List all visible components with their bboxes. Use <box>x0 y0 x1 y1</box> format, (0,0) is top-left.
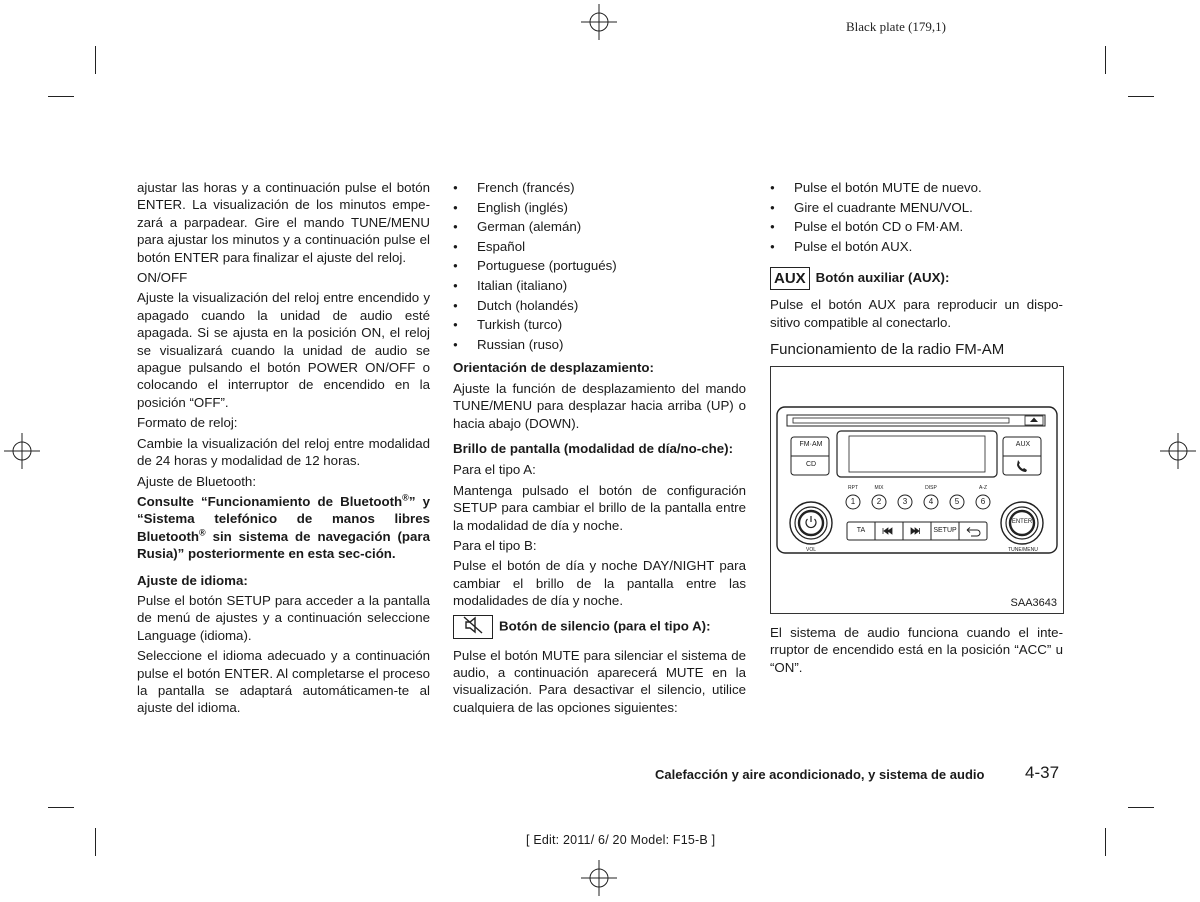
subheading: ON/OFF <box>137 270 188 286</box>
paragraph: Ajuste la función de desplazamiento del mando TUNE/MENU para desplazar hacia arriba (UP) o hacia abajo (DOWN). <box>453 380 746 431</box>
paragraph: Pulse el botón MUTE para silenciar el sistema de audio, a continuación aparecerá MUTE en la visualización. Para desactivar el silencio, utilice cualquiera de las opciones siguientes: <box>453 647 746 715</box>
paragraph: Pulse el botón de día y noche DAY/NIGHT para cambiar el brillo de la pantalla entre las modalidades de día y noche. <box>453 558 746 609</box>
aux-heading: Botón auxiliar (AUX): <box>815 270 950 286</box>
tune-menu-label: TUNE/MENU <box>1008 547 1038 553</box>
ta-label: TA <box>856 527 866 534</box>
disp-label: DISP <box>925 485 937 491</box>
list-item: ● Dutch (holandés) <box>453 297 746 317</box>
crop-mark <box>48 807 74 808</box>
radio-figure <box>770 366 1064 614</box>
crop-mark <box>1128 96 1154 97</box>
crop-mark <box>1128 807 1154 808</box>
list-item: ● Turkish (turco) <box>453 316 746 336</box>
column-middle <box>453 179 746 719</box>
preset-label: 1 <box>850 497 856 506</box>
bluetooth-ref-text: Consulte “Funcionamiento de Bluetooth <box>137 493 403 509</box>
registration-mark-left <box>4 433 40 469</box>
crop-mark <box>1105 46 1106 74</box>
paragraph: El sistema de audio funciona cuando el inte-rruptor de encendido está en la posición “ACC” u “ON”. <box>770 625 1063 675</box>
list-item: ● Russian (ruso) <box>453 336 746 356</box>
section-heading: Brillo de pantalla (modalidad de día/no-che): <box>453 440 734 456</box>
preset-label: 3 <box>902 497 908 506</box>
list-item: ● Pulse el botón AUX. <box>770 238 1063 258</box>
crop-mark <box>1105 828 1106 856</box>
aux-icon: AUX <box>770 267 810 290</box>
section-heading <box>770 267 1063 290</box>
paragraph: Seleccione el idioma adecuado y a continuación pulse el botón ENTER. Al completarse el proceso la pantalla se adaptará automáticamen-te al ajuste del idioma. <box>137 648 430 716</box>
figure-code: SAA3643 <box>1010 597 1057 609</box>
radio-paragraph <box>770 624 1063 679</box>
bluetooth-reference <box>137 493 430 563</box>
crop-mark <box>48 96 74 97</box>
rpt-label: RPT <box>848 485 858 491</box>
mix-label: MIX <box>874 485 884 491</box>
section-heading: Orientación de desplazamiento: <box>453 360 654 376</box>
list-item: ● Gire el cuadrante MENU/VOL. <box>770 199 1063 219</box>
vol-label: VOL <box>805 547 816 553</box>
paragraph: Ajuste la visualización del reloj entre encendido y apagado cuando la unidad de audio esté apagada. Si se ajusta en la posición ON, el reloj se visualizará cuando la unidad de audio se apague pulsando el botón POWER ON/OFF o colocando el interruptor de encendido en la posición “OFF”. <box>137 290 430 410</box>
unmute-options <box>770 179 1063 257</box>
fm-am-label: FM·AM <box>799 441 823 448</box>
bluetooth-ref-text: sin sistema de navegación (para Rusia)” posteriormente en esta sec-ción. <box>137 528 430 562</box>
bluetooth-ref-text: ” y “Sistema telefónico de manos libres Bluetooth <box>137 493 430 544</box>
registration-mark-right <box>1160 433 1196 469</box>
paragraph: ajustar las horas y a continuación pulse el botón ENTER. La visualización de los minutos empe-zará a parpadear. Gire el mando TUNE/MENU para ajustar los minutos y a continuación pulse el botón ENTER para finalizar el ajuste del reloj. <box>137 180 430 265</box>
subheading: Para el tipo A: <box>453 462 536 478</box>
registration-mark-top <box>581 4 617 40</box>
column-right <box>770 179 1063 359</box>
section-title: Funcionamiento de la radio FM-AM <box>770 341 1005 359</box>
list-item: ● Italian (italiano) <box>453 277 746 297</box>
audio-unit-diagram <box>771 367 1063 613</box>
az-label: A-Z <box>978 485 988 491</box>
language-list <box>453 179 746 355</box>
list-item: ● Portuguese (portugués) <box>453 257 746 277</box>
aux-label: AUX <box>1015 441 1031 448</box>
crop-mark <box>95 828 96 856</box>
list-item: ● German (alemán) <box>453 218 746 238</box>
subheading: Formato de reloj: <box>137 415 238 431</box>
registered-mark: ® <box>199 527 206 538</box>
enter-label: ENTER <box>1011 519 1033 525</box>
column-left <box>137 179 430 720</box>
footer-section-title: Calefacción y aire acondicionado, y sistema de audio <box>655 767 985 782</box>
subheading: Para el tipo B: <box>453 538 537 553</box>
preset-label: 5 <box>954 497 960 506</box>
paragraph: Mantenga pulsado el botón de configuración SETUP para cambiar el brillo de la pantalla entre la modalidad de día y noche. <box>453 482 746 533</box>
preset-label: 2 <box>876 497 882 506</box>
setup-label: SETUP <box>933 527 957 534</box>
registration-mark-bottom <box>581 860 617 896</box>
page-number: 4-37 <box>1025 763 1060 782</box>
preset-label: 4 <box>928 497 934 506</box>
mute-icon <box>453 615 493 639</box>
list-item: ● Pulse el botón MUTE de nuevo. <box>770 179 1063 199</box>
cd-label: CD <box>805 461 817 468</box>
paragraph: Pulse el botón AUX para reproducir un dispo-sitivo compatible al conectarlo. <box>770 297 1063 330</box>
edit-info: [ Edit: 2011/ 6/ 20 Model: F15-B ] <box>526 833 716 847</box>
paragraph: Pulse el botón SETUP para acceder a la pantalla de menú de ajustes y a continuación seleccione Language (idioma). <box>137 592 430 643</box>
subheading: Ajuste de Bluetooth: <box>137 473 257 489</box>
section-heading <box>453 615 746 639</box>
list-item: ● Pulse el botón CD o FM·AM. <box>770 218 1063 238</box>
crop-mark <box>95 46 96 74</box>
preset-label: 6 <box>980 497 986 506</box>
paragraph: Cambie la visualización del reloj entre modalidad de 24 horas y modalidad de 12 horas. <box>137 435 430 469</box>
list-item: ● French (francés) <box>453 179 746 199</box>
list-item: ● Español <box>453 238 746 258</box>
mute-heading: Botón de silencio (para el tipo A): <box>499 618 711 634</box>
section-heading: Ajuste de idioma: <box>137 572 248 588</box>
registered-mark: ® <box>402 492 409 503</box>
plate-label: Black plate (179,1) <box>846 19 946 34</box>
list-item: ● English (inglés) <box>453 199 746 219</box>
